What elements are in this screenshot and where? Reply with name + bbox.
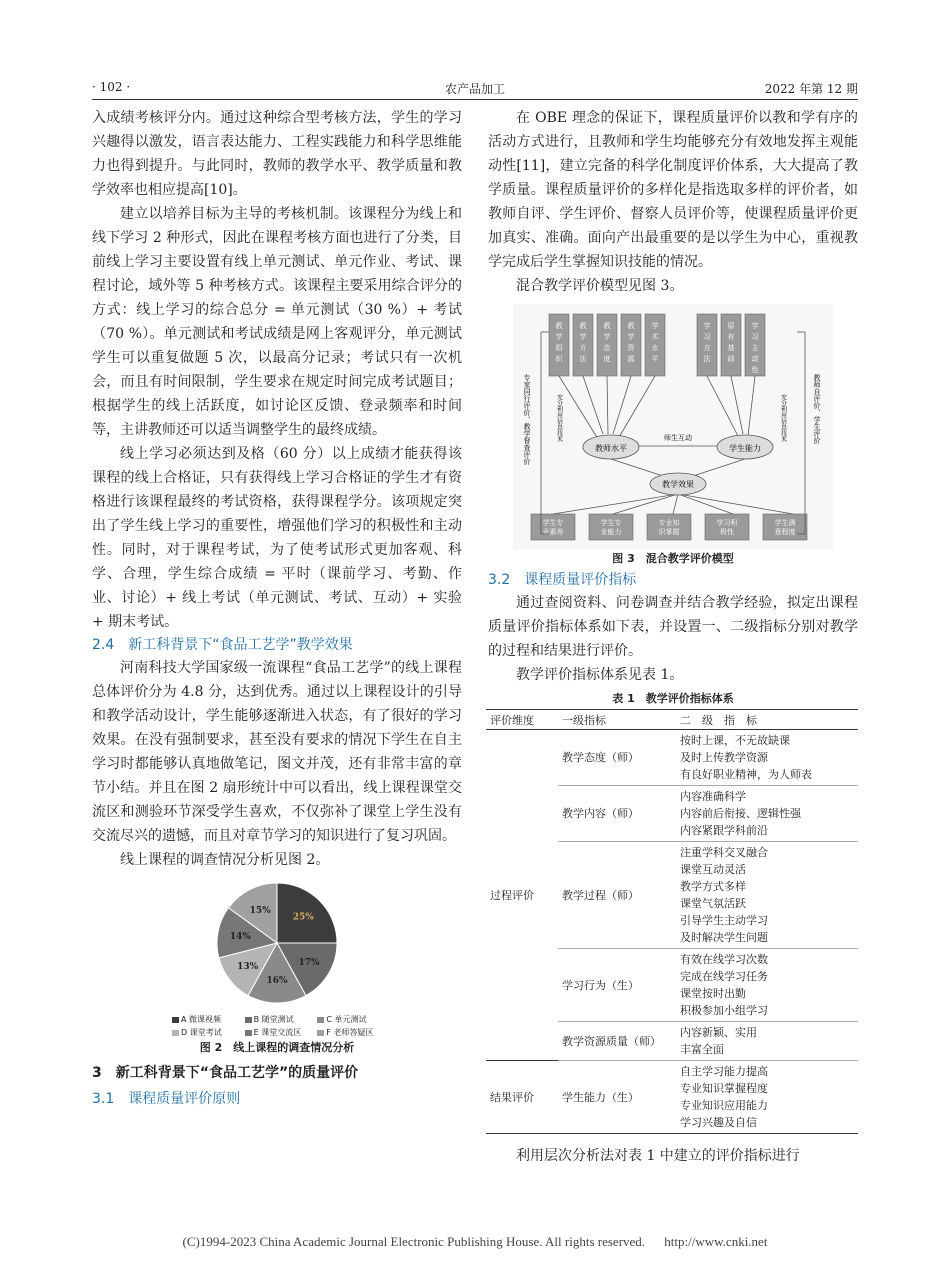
pie-data-label: 17% bbox=[298, 957, 320, 968]
copyright-text: (C)1994-2023 China Academic Journal Electronic Publishing House. All rights reserved. bbox=[182, 1234, 646, 1249]
pie-data-label: 25% bbox=[292, 912, 314, 923]
legend-item bbox=[245, 1014, 310, 1025]
table-level2-item: 课堂互动灵活 bbox=[680, 863, 746, 876]
model-info-tech-left: 充分利用信息技术 bbox=[555, 394, 563, 442]
paragraph: 建立以培养目标为主导的考核机制。该课程分为线上和线下学习 2 种形式，因此在课程考核方面也进行了分类，目前线上学习主要设置有线上单元测试、单元作业、考试、课程讨论，域外等 5 种考核方式。该课程主要采用综合评分的方式：线上学习的综合总分 = 单元测试（30 %）+ 考试（70 %）。单元测试和考试成绩是网上客观评分，单元测试学生可以重复做题 5 次，以最高分记录；考试只有一次机会，而且有时间限制，学生要求在规定时间完成考试题目；根据学生的线上活跃度，如讨论区反馈、登录频率和时间等，主讲教师还可以适当调整学生的最终成绩。 bbox=[92, 206, 462, 438]
table-level2-item: 学习兴趣及自信 bbox=[680, 1116, 757, 1129]
table-dimension-cell: 结果评价 bbox=[486, 1061, 558, 1134]
table-level2-item: 专业知识应用能力 bbox=[680, 1099, 768, 1112]
model-teacher: 教师水平 bbox=[595, 444, 627, 453]
model-box-label: 学习方法 bbox=[703, 322, 711, 363]
figure-3-caption: 图 3 混合教学评价模型 bbox=[612, 552, 734, 565]
table-header: 评价维度 bbox=[486, 710, 558, 730]
paragraph: 利用层次分析法对表 1 中建立的评价指标进行 bbox=[516, 1148, 800, 1164]
paragraph: 通过查阅资料、问卷调查并结合教学经验，拟定出课程质量评价指标体系如下表，并设置一、二级指标分别对教学的过程和结果进行评价。 bbox=[488, 595, 858, 659]
legend-item bbox=[317, 1027, 382, 1038]
table-level2-item: 丰富全面 bbox=[680, 1043, 724, 1056]
legend-label: A 微课视频 bbox=[181, 1015, 222, 1024]
table-level2-cell bbox=[676, 730, 858, 786]
paragraph: 在 OBE 理念的保证下，课程质量评价以教和学有序的活动方式进行，且教师和学生均能够充分有效地发挥主观能动性[11]，建立完备的科学化制度评价体系，大大提高了教学质量。课程质量评价的多样化是指选取多样的评价者，如教师自评、学生评价、督察人员评价等，使课程质量评价更加真实、准确。面向产出最重要的是以学生为中心，重视教学完成后学生掌握知识技能的情况。 bbox=[488, 110, 858, 270]
legend-swatch bbox=[245, 1030, 252, 1036]
paragraph: 混合教学评价模型见图 3。 bbox=[516, 278, 684, 294]
paragraph: 教学评价指标体系见表 1。 bbox=[516, 667, 684, 683]
section-heading-2-4: 2.4 新工科背景下“食品工艺学”教学效果 bbox=[92, 637, 353, 653]
table-level2-item: 内容新颖、实用 bbox=[680, 1026, 757, 1039]
table-level2-item: 注重学科交叉融合 bbox=[680, 846, 768, 859]
model-left-side: 专家同行评价、教学督查评价 bbox=[523, 374, 531, 465]
section-heading-3: 3 新工科背景下“食品工艺学”的质量评价 bbox=[92, 1065, 359, 1081]
model-box-label: 学习积极性 bbox=[716, 519, 738, 536]
model-effect: 教学效果 bbox=[662, 480, 694, 489]
table-dimension-cell: 过程评价 bbox=[486, 730, 558, 1061]
table-level2-item: 及时解决学生问题 bbox=[680, 931, 768, 944]
model-box bbox=[705, 514, 749, 540]
model-student: 学生能力 bbox=[729, 444, 761, 453]
legend-swatch bbox=[317, 1030, 324, 1036]
pie-data-label: 16% bbox=[266, 976, 288, 987]
legend-item bbox=[245, 1027, 310, 1038]
table-level2-cell bbox=[676, 949, 858, 1022]
table-level1-cell: 学习行为（生） bbox=[558, 949, 676, 1022]
table-level1-cell: 教学资源质量（师） bbox=[558, 1022, 676, 1061]
journal-name: 农产品加工 bbox=[444, 82, 505, 96]
model-box-label: 学生专业能力 bbox=[600, 519, 622, 536]
table-level2-item: 教学方式多样 bbox=[680, 880, 746, 893]
table-level2-cell bbox=[676, 842, 858, 949]
table-level1-cell: 教学过程（师） bbox=[558, 842, 676, 949]
model-box bbox=[589, 514, 633, 540]
page-number: · 102 · bbox=[92, 80, 131, 94]
pie-data-label: 13% bbox=[237, 961, 259, 972]
table-level2-item: 有良好职业精神，为人师表 bbox=[680, 768, 812, 781]
model-info-tech-right: 充分利用信息技术 bbox=[779, 394, 787, 442]
table-level2-cell bbox=[676, 1061, 858, 1134]
model-box-label: 学习主动性 bbox=[751, 322, 759, 374]
model-box-label: 学术水平 bbox=[651, 322, 659, 363]
table-level2-item: 有效在线学习次数 bbox=[680, 953, 768, 966]
right-column bbox=[488, 106, 858, 1168]
model-box-label: 原有基础 bbox=[727, 322, 735, 363]
legend-swatch bbox=[172, 1017, 179, 1023]
table-level2-item: 按时上课，不无故缺课 bbox=[680, 734, 790, 747]
table-row bbox=[486, 730, 858, 786]
table-level2-item: 引导学生主动学习 bbox=[680, 914, 768, 927]
table-level1-cell: 学生能力（生） bbox=[558, 1061, 676, 1134]
copyright-footer bbox=[0, 1234, 950, 1250]
table-level2-item: 课堂按时出勤 bbox=[680, 987, 746, 1000]
section-heading-3-2: 3.2 课程质量评价指标 bbox=[488, 572, 637, 588]
table-level2-item: 内容紧跟学科前沿 bbox=[680, 824, 768, 837]
legend-label: D 课堂考试 bbox=[181, 1028, 222, 1037]
table-level2-item: 课堂气氛活跃 bbox=[680, 897, 746, 910]
running-header bbox=[92, 78, 858, 100]
paragraph: 入成绩考核评分内。通过这种综合型考核方法，学生的学习兴趣得以激发，语言表达能力、工程实践能力和科学思维能力也得到提升。与此同时，教师的教学水平、教学质量和教学效率也相应提高[10]。 bbox=[92, 110, 462, 198]
left-column bbox=[92, 106, 462, 1110]
table-header: 一级指标 bbox=[558, 710, 676, 730]
pie-data-label: 15% bbox=[249, 905, 271, 916]
table-level2-item: 及时上传教学资源 bbox=[680, 751, 768, 764]
pie-legend bbox=[172, 1014, 382, 1038]
table-header: 二 级 指 标 bbox=[676, 710, 858, 730]
table-row bbox=[486, 1061, 858, 1134]
table-level1-cell: 教学态度（师） bbox=[558, 730, 676, 786]
table-level2-item: 专业知识掌握程度 bbox=[680, 1082, 768, 1095]
table-level2-item: 自主学习能力提高 bbox=[680, 1065, 768, 1078]
legend-swatch bbox=[317, 1017, 324, 1023]
legend-swatch bbox=[245, 1017, 252, 1023]
pie-data-label: 14% bbox=[229, 932, 251, 943]
table-level2-cell bbox=[676, 786, 858, 842]
legend-label: F 老师答疑区 bbox=[326, 1028, 374, 1037]
table-level2-item: 内容前后衔接、逻辑性强 bbox=[680, 807, 801, 820]
model-box-label: 教学组织 bbox=[555, 322, 563, 363]
model-right-side: 教师自评价、学生评价 bbox=[813, 374, 821, 444]
table-1-caption: 表 1 教学评价指标体系 bbox=[612, 692, 734, 705]
model-box-label: 教学态度 bbox=[603, 322, 611, 363]
paragraph: 线上课程的调查情况分析见图 2。 bbox=[120, 852, 330, 868]
model-box-label: 学生专业素养 bbox=[542, 519, 564, 536]
legend-item bbox=[317, 1014, 382, 1025]
model-box-label: 学生满意程度 bbox=[774, 519, 796, 536]
paragraph: 河南科技大学国家级一流课程“食品工艺学”的线上课程总体评价分为 4.8 分，达到优秀。通过以上课程设计的引导和教学活动设计，学生能够逐渐进入状态，有了很好的学习效果。在没有强制要求，甚至没有要求的情况下学生在自主学习时都能够认真地做笔记，图文并茂，还有非常丰富的章节小结。并且在图 2 扇形统计中可以看出，线上课程课堂交流区和测验环节深受学生喜欢，不仅弥补了课堂上学生没有交流尽兴的遗憾，而且对章节学习的知识进行了复习巩固。 bbox=[92, 660, 462, 844]
figure-2-pie-chart bbox=[182, 878, 372, 1012]
legend-item bbox=[172, 1014, 237, 1025]
legend-item bbox=[172, 1027, 237, 1038]
model-interaction: 师生互动 bbox=[664, 434, 692, 442]
pie-chart-svg bbox=[182, 878, 372, 1008]
section-heading-3-1: 3.1 课程质量评价原则 bbox=[92, 1091, 241, 1107]
legend-label: B 随堂测试 bbox=[253, 1015, 294, 1024]
model-box-label: 专业知识掌握 bbox=[658, 519, 680, 536]
model-box bbox=[531, 514, 575, 540]
issue-label: 2022 年第 12 期 bbox=[764, 82, 858, 96]
paragraph: 线上学习必须达到及格（60 分）以上成绩才能获得该课程的线上合格证，只有获得线上学习合格证的学生才有资格进行该课程最终的考试资格，获得课程学分。该项规定突出了学生线上学习的重要性，增强他们学习的积极性和主动性。同时，对于课程考试，为了使考试形式更加客观、科学、合理，学生综合成绩 = 平时（课前学习、考勤、作业、讨论）+ 线上考试（单元测试、考试、互动）+ 实验 + 期末考试。 bbox=[92, 446, 462, 630]
table-level2-cell bbox=[676, 1022, 858, 1061]
cnki-link[interactable]: http://www.cnki.net bbox=[664, 1234, 768, 1249]
evaluation-index-table bbox=[486, 709, 858, 1134]
model-box-label: 教学方法 bbox=[579, 322, 587, 363]
model-box bbox=[763, 514, 807, 540]
legend-label: C 单元测试 bbox=[326, 1015, 367, 1024]
legend-swatch bbox=[172, 1030, 179, 1036]
table-level1-cell: 教学内容（师） bbox=[558, 786, 676, 842]
legend-label: E 课堂交流区 bbox=[253, 1028, 302, 1037]
model-box-label: 教学资源 bbox=[627, 322, 635, 363]
figure-3-evaluation-model bbox=[513, 304, 833, 549]
table-level2-item: 内容准确科学 bbox=[680, 790, 746, 803]
figure-2-caption: 图 2 线上课程的调查情况分析 bbox=[199, 1041, 355, 1054]
table-level2-item: 完成在线学习任务 bbox=[680, 970, 768, 983]
model-box bbox=[647, 514, 691, 540]
table-level2-item: 积极参加小组学习 bbox=[680, 1004, 768, 1017]
